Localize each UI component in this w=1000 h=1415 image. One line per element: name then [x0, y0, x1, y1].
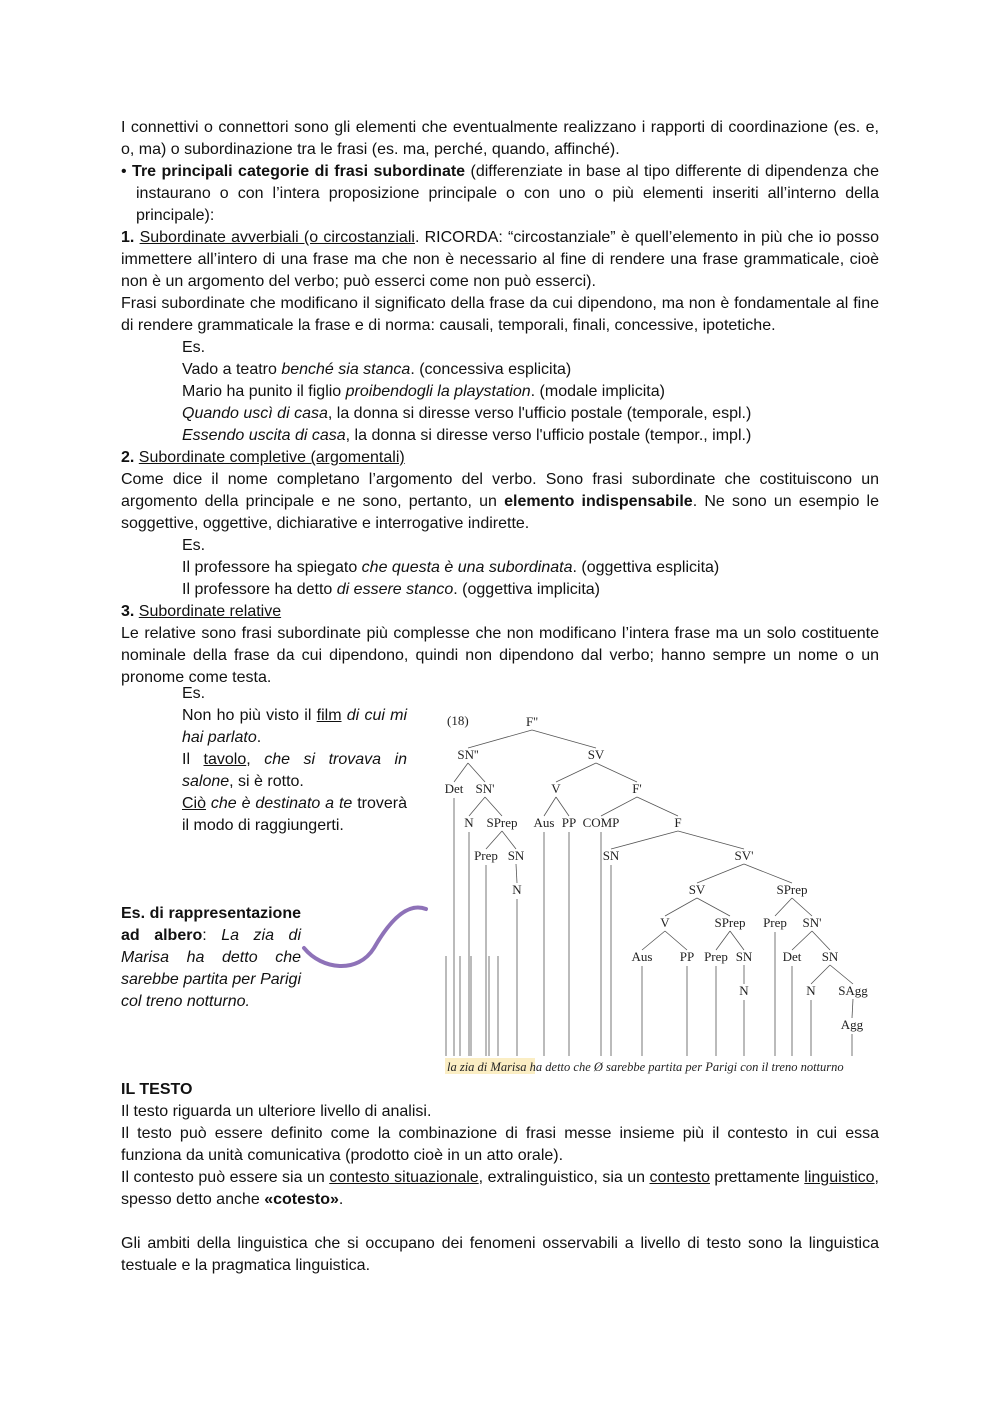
- tree-node-label: SN': [802, 915, 822, 930]
- tree-node-label: SPrep: [486, 815, 518, 830]
- tree-edge: [830, 965, 853, 984]
- tree-edge: [516, 864, 517, 883]
- tree-node-label: V: [660, 915, 670, 930]
- tree-edge: [792, 898, 812, 916]
- tree-node-label: Det: [782, 949, 802, 964]
- tree-edge: [665, 931, 687, 950]
- tree-node-label: PP: [561, 815, 577, 830]
- tree-node-label: Prep: [704, 949, 728, 964]
- example-line: Quando uscì di casa, la donna si diresse verso l'ufficio postale (temporale, espl.): [182, 405, 752, 422]
- tree-node-label: SPrep: [714, 915, 746, 930]
- relative-examples: [182, 683, 407, 837]
- section-1-es: Es.: [182, 339, 206, 356]
- tree-node-label: V: [551, 781, 561, 796]
- tree-node-label: Aus: [631, 949, 653, 964]
- tree-edge: [730, 931, 744, 950]
- example-line: Essendo uscita di casa, la donna si diresse verso l'ufficio postale (tempor., impl.): [182, 427, 752, 444]
- tree-node-label: SV: [688, 882, 706, 897]
- tree-node-label: SV': [734, 848, 754, 863]
- example-line: Mario ha punito il figlio proibendogli la playstation. (modale implicita): [182, 383, 665, 400]
- section-2-heading: 2. Subordinate completive (argomentali): [121, 449, 405, 466]
- tree-node-label: SPrep: [776, 882, 808, 897]
- tree-edge: [665, 898, 697, 916]
- tree-edge: [792, 931, 812, 950]
- tree-node-label: SN'': [457, 747, 479, 762]
- section-2-es: Es.: [182, 537, 206, 554]
- testo-title: IL TESTO: [121, 1081, 193, 1098]
- tree-edge: [637, 797, 678, 816]
- tree-edge: [601, 797, 637, 816]
- tree-edge: [596, 763, 637, 782]
- tree-edge: [556, 797, 569, 816]
- testo-p3: Il contesto può essere sia un contesto situazionale, extralinguistico, sia un contesto prettamente linguistico, spesso detto anche «cotesto».: [121, 1169, 879, 1208]
- tree-edge: [611, 831, 678, 849]
- tree-node-label: Prep: [763, 915, 787, 930]
- tree-edge: [744, 864, 792, 883]
- tree-edge: [811, 965, 830, 984]
- tree-node-label: SN: [602, 848, 620, 863]
- connettivi-paragraph: I connettivi o connettori sono gli elementi che eventualmente realizzano i rapporti di coordinazione (es. e, o, ma) o subordinazione tra le frasi (es. ma, perché, quando, affinché).: [121, 119, 879, 158]
- section-3-es: Es.: [182, 685, 206, 702]
- example-line: Vado a teatro benché sia stanca. (concessiva esplicita): [182, 361, 572, 378]
- example-line: Il professore ha spiegato che questa è una subordinata. (oggettiva esplicita): [182, 559, 720, 576]
- tree-node-label: SAgg: [838, 983, 868, 998]
- example-line: Ciò che è destinato a te troverà il modo di raggiungerti.: [182, 795, 407, 834]
- testo-p2: Il testo può essere definito come la combinazione di frasi messe insieme più il contesto in cui essa funziona da unità comunicativa (prodotto cioè in un atto orale).: [121, 1125, 879, 1164]
- testo-p4: Gli ambiti della linguistica che si occupano dei fenomeni osservabili a livello di testo sono la linguistica testuale e la pragmatica linguistica.: [121, 1235, 879, 1274]
- tree-edge: [454, 763, 468, 782]
- tree-node-label: Agg: [840, 1017, 864, 1032]
- bullet-categories: • Tre principali categorie di frasi subordinate (differenziate in base al tipo differente di dipendenza che instaurano o con l’intera proposizione principale o con uno o più elementi inseriti all’interno della principale):: [121, 163, 879, 224]
- tree-node-label: N: [739, 983, 749, 998]
- tree-edge: [468, 730, 532, 748]
- tree-node-label: SV: [587, 747, 605, 762]
- tree-sentence: la zia di Marisa ha detto che Ø sarebbe partita per Parigi con il treno notturno: [447, 1060, 844, 1074]
- tree-edge: [812, 931, 830, 950]
- tree-node-label: SN: [735, 949, 753, 964]
- tree-edge: [697, 898, 730, 916]
- tree-edge: [468, 763, 485, 782]
- decorative-curve: [298, 898, 433, 973]
- tree-node-label: COMP: [582, 815, 620, 830]
- tree-edge: [716, 931, 730, 950]
- testo-p1: Il testo riguarda un ulteriore livello di analisi.: [121, 1103, 432, 1120]
- example-line: Non ho più visto il film di cui mi hai parlato.: [182, 707, 407, 746]
- tree-node-label: F': [632, 781, 642, 796]
- tree-edge: [486, 831, 502, 849]
- tree-node-label: Aus: [533, 815, 555, 830]
- tree-node-label: SN: [507, 848, 525, 863]
- section-3-heading: 3. Subordinate relative: [121, 603, 282, 620]
- example-line: Il professore ha detto di essere stanco. (oggettiva implicita): [182, 581, 600, 598]
- tree-node-label: SN': [475, 781, 495, 796]
- tree-node-label: F'': [526, 714, 538, 729]
- testo-section: [121, 1079, 879, 1277]
- section-3-desc: Le relative sono frasi subordinate più complesse che non modificano l’intera frase ma un solo costituente nominale della frase da cui dipendono, quindi non dipendono dal verbo; hanno sempre un nome o un pronome come testa.: [121, 625, 879, 686]
- tree-edge: [532, 730, 596, 748]
- tree-caption: Es. di rappresentazione ad albero: La zia di Marisa ha detto che sarebbe partita per Parigi col treno notturno.: [121, 905, 301, 1010]
- tree-node-label: N: [806, 983, 816, 998]
- tree-node-label: N: [464, 815, 474, 830]
- tree-edge: [469, 797, 485, 816]
- tree-node-label: N: [512, 882, 522, 897]
- example-line: Il tavolo, che si trovava in salone, si è rotto.: [182, 751, 408, 790]
- tree-number: (18): [447, 713, 469, 728]
- tree-node-label: F: [674, 815, 682, 830]
- section-1-heading: 1. Subordinate avverbiali (o circostanziali. RICORDA: “circostanziale” è quell’elemento in più che io posso immettere all’intero di una frase ma che non è necessario al fine di rendere una frase grammaticale, cioè non è un argomento del verbo; può esserci come non può esserci).: [121, 229, 880, 290]
- tree-edge: [678, 831, 744, 849]
- tree-node-label: SN: [821, 949, 839, 964]
- tree-edge: [852, 999, 853, 1018]
- section-2-desc: Come dice il nome completano l’argomento del verbo. Sono frasi subordinate che costituiscono un argomento della principale e ne sono, pertanto, un elemento indispensabile. Ne sono un esempio le soggettive, oggettive, dichiarative e interrogative indirette.: [121, 471, 879, 532]
- tree-edge: [775, 898, 792, 916]
- tree-edge: [556, 763, 596, 782]
- syntax-tree: [441, 706, 886, 1078]
- tree-edge: [697, 864, 744, 883]
- tree-edge: [502, 831, 516, 849]
- tree-edge: [485, 797, 502, 816]
- section-1-desc: Frasi subordinate che modificano il significato della frase da cui dipendono, ma non è fondamentale al fine di rendere grammaticale la frase e di norma: causali, temporali, finali, concessive, ipotetiche.: [121, 295, 879, 334]
- tree-node-label: Prep: [474, 848, 498, 863]
- tree-node-label: PP: [679, 949, 695, 964]
- tree-edge: [642, 931, 665, 950]
- tree-node-label: Det: [444, 781, 464, 796]
- tree-edge: [544, 797, 556, 816]
